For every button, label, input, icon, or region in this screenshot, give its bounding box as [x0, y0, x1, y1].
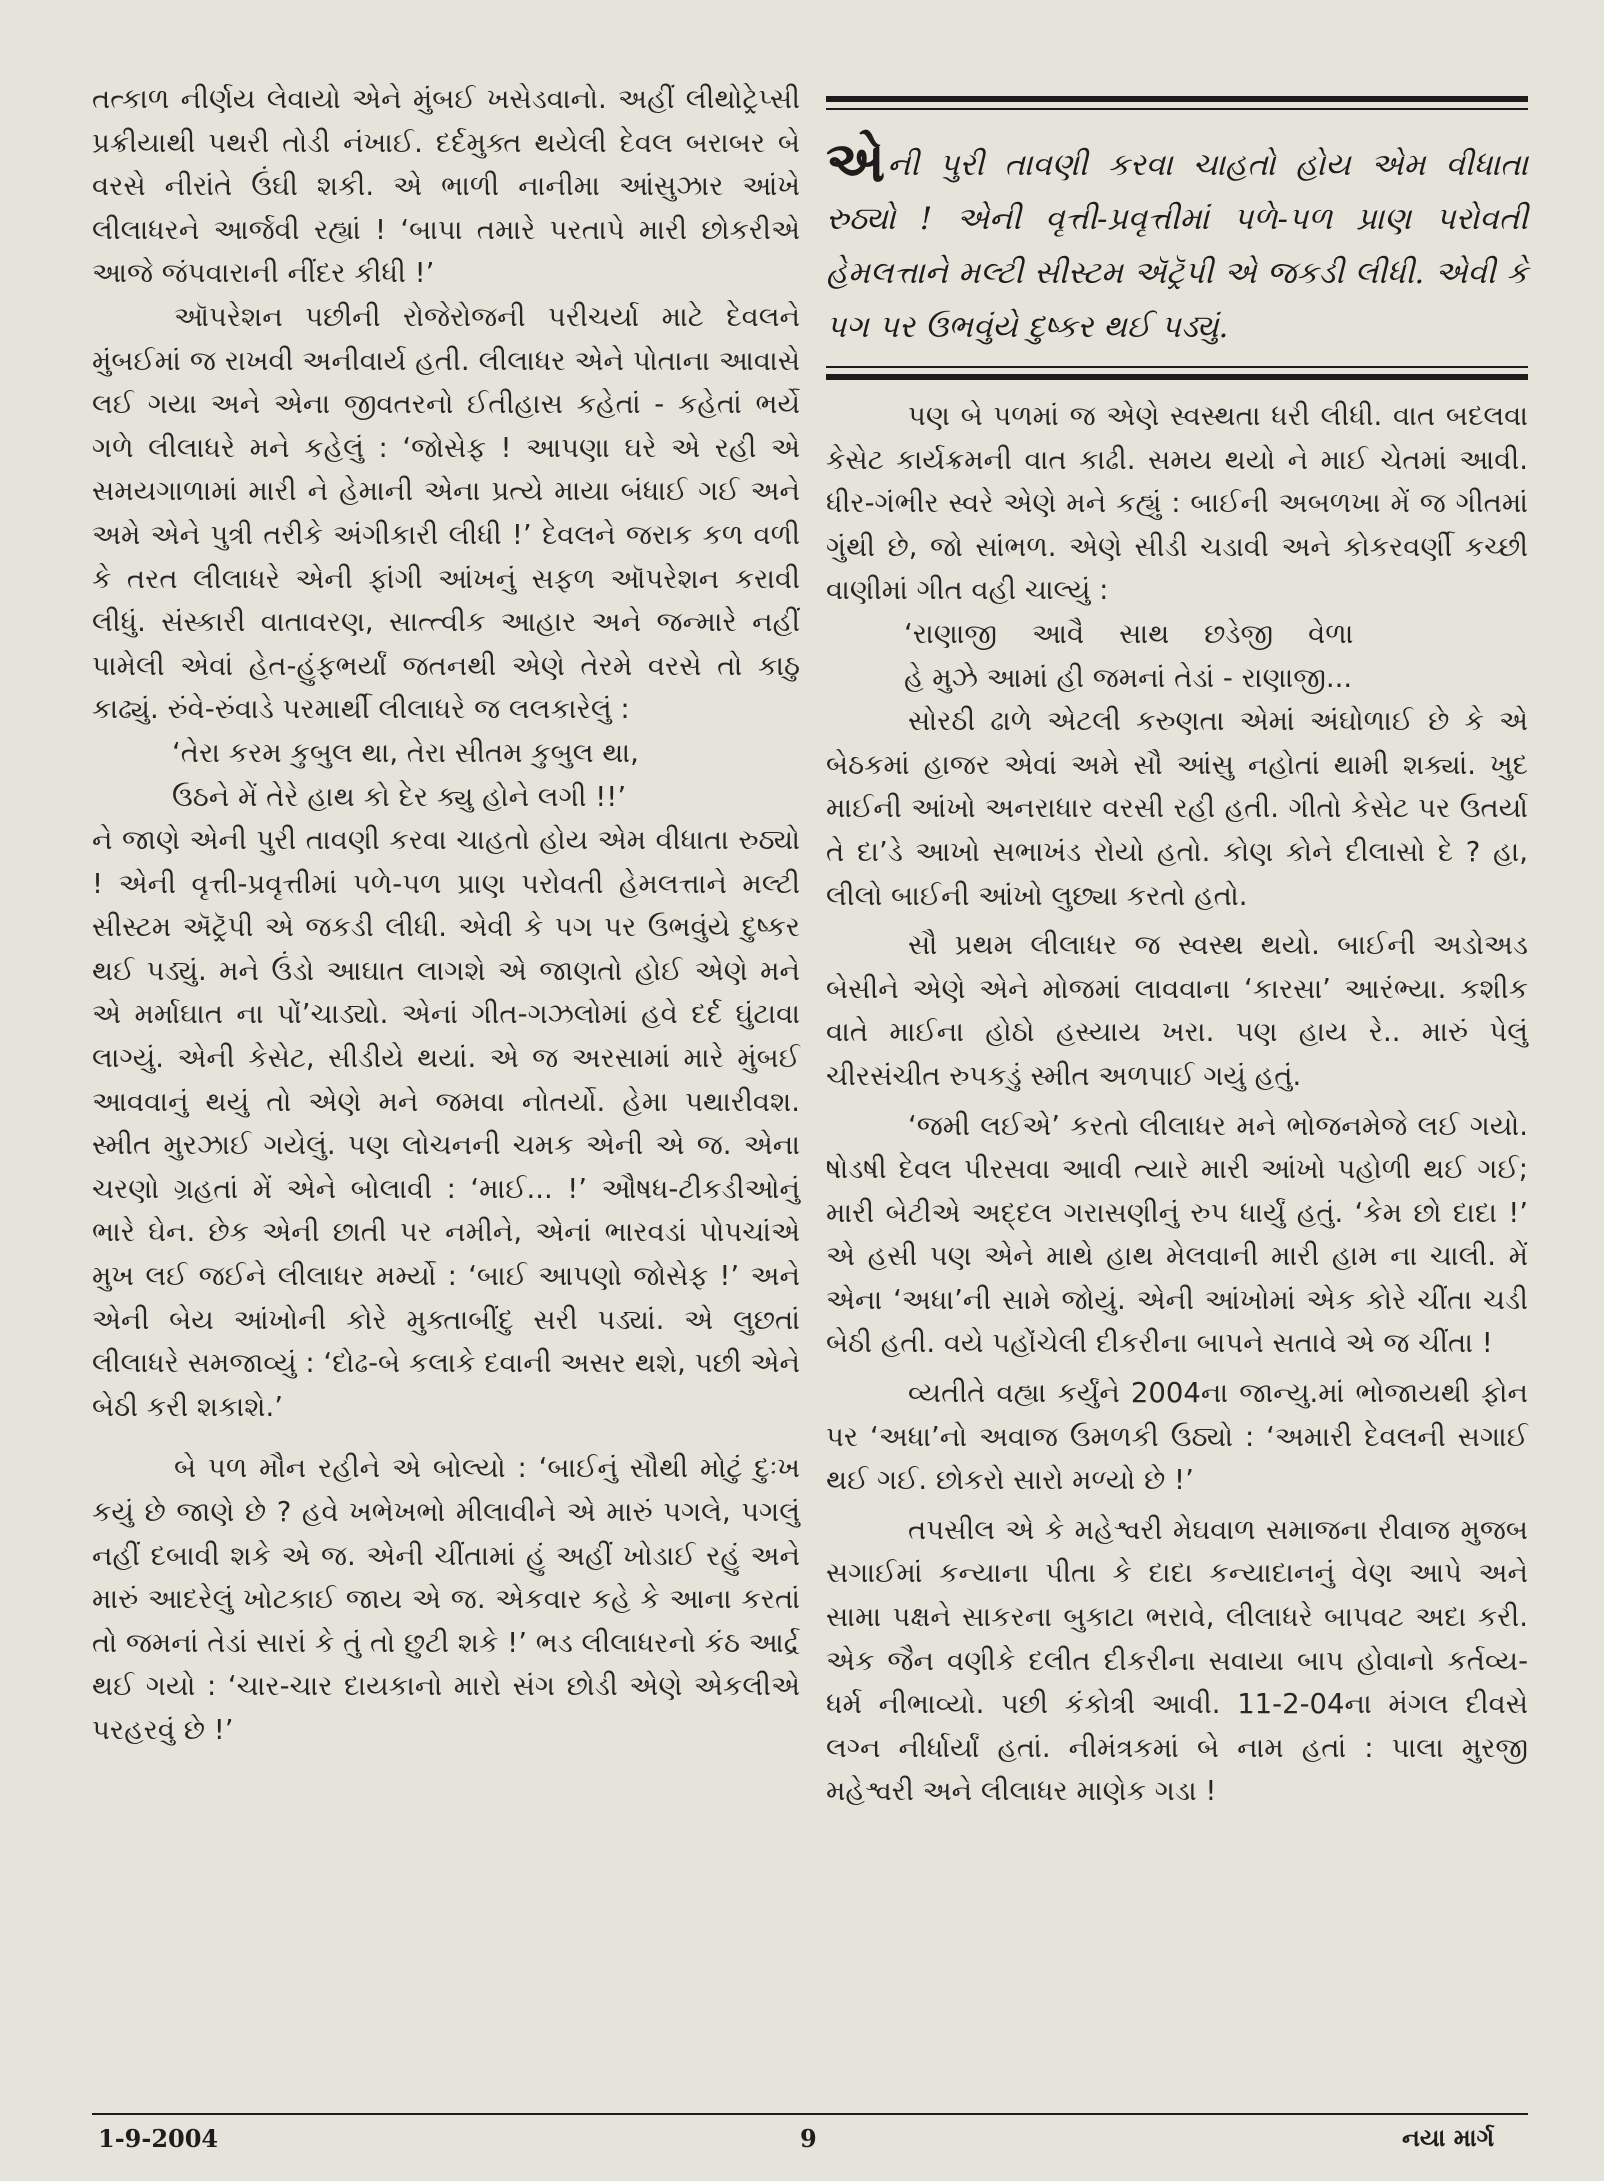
- pullquote-bottom-rule: [826, 374, 1528, 380]
- right-paragraph-3: સૌ પ્રથમ લીલાધર જ સ્વસ્થ થયો. બાઈની અડોઅડ બેસીને એણે એને મોજમાં લાવવાના ‘કારસા’ આરંભ્યા. કશીક વાતે માઈના હોઠો હસ્યાય ખરા. પણ હાય રે.. મારું પેલું ચીરસંચીત રુપકડું સ્મીત અળપાઈ ગયું હતું.: [826, 929, 1528, 1092]
- pullquote-dropcap: એ: [826, 129, 886, 195]
- magazine-name: નયા માર્ગ: [1402, 2124, 1495, 2152]
- footer-rule: [92, 2113, 1528, 2115]
- song-line-1: ‘રાણાજી આવૈ સાથ છડેજી વેળા: [904, 617, 1354, 650]
- left-paragraph-3: ને જાણે એની પુરી તાવણી કરવા ચાહતો હોય એમ વીધાતા રુઠ્યો ! એની વૃત્તી-પ્રવૃત્તીમાં પળે-પળ પ્રાણ પરોવતી હેમલત્તાને મલ્ટી સીસ્ટમ ઍટ્રૅપી એ જકડી લીધી. એવી કે પગ પર ઉભવુંયે દુષ્કર થઈ પડ્યું. મને ઉંડો આઘાત લાગશે એ જાણતો હોઈ એણે મને એ મર્માઘાત ના પોં’ચાડ્યો. એનાં ગીત-ગઝલોમાં હવે દર્દ ઘુંટાવા લાગ્યું. એની કેસેટ, સીડીયે થયાં. એ જ અરસામાં મારે મુંબઈ આવવાનું થયું તો એણે મને જમવા નોતર્યો. હેમા પથારીવશ. સ્મીત મુરઝાઈ ગયેલું. પણ લોચનની ચમક એની એ જ. એના ચરણો ગ્રહતાં મેં એને બોલાવી : ‘માઈ... !’ ઔષધ-ટીકડીઓનું ભારે ઘેન. છેક એની છાતી પર નમીને, એનાં ભારવડાં પોપચાંએ મુખ લઈ જઈને લીલાધર મર્મ્યો : ‘બાઈ આપણો જોસેફ !’ અને એની બેય આંખોની કોરે મુક્તાબીંદુ સરી પડ્યાં. એ લુછતાં લીલાધરે સમજાવ્યું : ‘દોઢ-બે કલાકે દવાની અસર થશે, પછી એને બેઠી કરી શકાશે.’: [92, 824, 800, 1423]
- right-paragraph-2: સોરઠી ઢાળે એટલી કરુણતા એમાં અંઘોળાઈ છે કે એ બેઠકમાં હાજર એવાં અમે સૌ આંસુ નહોતાં થામી શક્યાં. ખુદ માઈની આંખો અનરાધાર વરસી રહી હતી. ગીતો કેસેટ પર ઉતર્યા તે દા’ડે આખો સભાખંડ રોયો હતો. કોણ કોને દીલાસો દે ? હા, લીલો બાઈની આંખો લુછ્યા કરતો હતો.: [826, 705, 1528, 912]
- left-paragraph-2: ઑપરેશન પછીની રોજેરોજની પરીચર્યા માટે દેવલને મુંબઈમાં જ રાખવી અનીવાર્ય હતી. લીલાધર એને પોતાના આવાસે લઈ ગયા અને એના જીવતરનો ઈતીહાસ કહેતાં - કહેતાં ભર્યે ગળે લીલાધરે મને કહેલું : ‘જોસેફ ! આપણા ઘરે એ રહી એ સમયગાળામાં મારી ને હેમાની એના પ્રત્યે માયા બંધાઈ ગઈ અને અમે એને પુત્રી તરીકે અંગીકારી લીધી !’ દેવલને જરાક કળ વળી કે તરત લીલાધરે એની ફાંગી આંખનું સફળ ઑપરેશન કરાવી લીધું. સંસ્કારી વાતાવરણ, સાત્ત્વીક આહાર અને જન્મારે નહીં પામેલી એવાં હેત-હુંફભર્યાં જતનથી એણે તેરમે વરસે તો કાઠુ કાઢ્યું. રુંવે-રુંવાડે પરમાર્થી લીલાધરે જ લલકારેલું :: [92, 300, 800, 726]
- issue-date: 1-9-2004: [98, 2124, 219, 2153]
- right-column: [826, 395, 1528, 1814]
- pullquote-bottom-thin-rule: [826, 366, 1528, 368]
- right-paragraph-4: ‘જમી લઈએ’ કરતો લીલાધર મને ભોજનમેજે લઈ ગયો. ષોડષી દેવલ પીરસવા આવી ત્યારે મારી આંખો પહોળી થઈ ગઈ; મારી બેટીએ અદ્દલ ગરાસણીનું રુપ ધાર્યું હતું. ‘કેમ છો દાદા !’ એ હસી પણ એને માથે હાથ મેલવાની મારી હામ ના ચાલી. મેં એના ‘અધા’ની સામે જોયું. એની આંખોમાં એક કોરે ચીંતા ચડી બેઠી હતી. વયે પહોંચેલી દીકરીના બાપને સતાવે એ જ ચીંતા !: [826, 1109, 1528, 1360]
- poem-line-2: ઉઠને મેં તેરે હાથ કો દેર ક્યુ હોને લગી !!’: [172, 780, 627, 813]
- pullquote-top-rule: [826, 96, 1528, 102]
- page-number: 9: [800, 2124, 817, 2153]
- left-column: [92, 78, 800, 1753]
- poem-couplet: [92, 732, 800, 819]
- poem-line-1: ‘તેરા કરમ કુબુલ થા, તેરા સીતમ કુબુલ થા,: [172, 736, 639, 769]
- song-line-2: હે મુઝે આમાં હી જમનાં તેડાં - રાણાજી...: [904, 661, 1353, 694]
- right-paragraph-1: પણ બે પળમાં જ એણે સ્વસ્થતા ધરી લીધી. વાત બદલવા કેસેટ કાર્યક્રમની વાત કાઢી. સમય થયો ને માઈ ચેતમાં આવી. ધીર-ગંભીર સ્વરે એણે મને કહ્યું : બાઈની અબળખા મેં જ ગીતમાં ગુંથી છે, જો સાંભળ. એણે સીડી ચડાવી અને કોકરવર્ણી કચ્છી વાણીમાં ગીત વહી ચાલ્યું :: [826, 400, 1528, 607]
- right-paragraph-6: તપસીલ એ કે મહેશ્વરી મેઘવાળ સમાજના રીવાજ મુજબ સગાઈમાં કન્યાના પીતા કે દાદા કન્યાદાનનું વેણ આપે અને સામા પક્ષને સાકરના બુકાટા ભરાવે, લીલાધરે બાપવટ અદા કરી. એક જૈન વણીકે દલીત દીકરીના સવાયા બાપ હોવાનો કર્તવ્ય-ધર્મ નીભાવ્યો. પછી કંકોત્રી આવી. 11-2-04ના મંગલ દીવસે લગ્ન નીર્ધાર્યાં હતાં. નીમંત્રકમાં બે નામ હતાં : પાલા મુરજી મહેશ્વરી અને લીલાધર માણેક ગડા !: [826, 1513, 1528, 1808]
- right-paragraph-5: વ્યતીતે વહ્યા કર્યુંને 2004ના જાન્યુ.માં ભોજાયથી ફોન પર ‘અધા’નો અવાજ ઉમળકી ઉઠ્યો : ‘અમારી દેવલની સગાઈ થઈ ગઈ. છોકરો સારો મળ્યો છે !’: [826, 1377, 1528, 1497]
- left-paragraph-4: બે પળ મૌન રહીને એ બોલ્યો : ‘બાઈનું સૌથી મોટું દુઃખ કયું છે જાણે છે ? હવે ખભેખભો મીલાવીને એ મારું પગલે, પગલું નહીં દબાવી શકે એ જ. એની ચીંતામાં હું અહીં ખોડાઈ રહું અને મારું આદરેલું ખોટકાઈ જાય એ જ. એકવાર કહે કે આના કરતાં તો જમનાં તેડાં સારાં કે તું તો છુટી શકે !’ ભડ લીલાધરનો કંઠ આર્દ્ર થઈ ગયો : ‘ચાર-ચાર દાયકાનો મારો સંગ છોડી એણે એકલીએ પરહરવું છે !’: [92, 1452, 800, 1746]
- pullquote-text: ની પુરી તાવણી કરવા ચાહતો હોય એમ વીધાતા રુઠ્યો ! એની વૃત્તી-પ્રવૃત્તીમાં પળે-પળ પ્રાણ પરોવતી હેમલત્તાને મલ્ટી સીસ્ટમ ઍટ્રૅપી એ જકડી લીધી. એવી કે પગ પર ઉભવુંયે દુષ્કર થઈ પડ્યું.: [826, 147, 1528, 345]
- left-paragraph-1: તત્કાળ નીર્ણય લેવાયો એને મુંબઈ ખસેડવાનો. અહીં લીથોટ્રેપ્સી પ્રક્રીયાથી પથરી તોડી નંખાઈ. દર્દમુક્ત થયેલી દેવલ બરાબર બે વરસે નીરાંતે ઉંઘી શકી. એ ભાળી નાનીમા આંસુઝાર આંખે લીલાધરને આર્જવી રહ્યાં ! ‘બાપા તમારે પરતાપે મારી છોકરીએ આજે જંપવારાની નીંદર કીધી !’: [92, 83, 800, 290]
- pullquote-top-thin-rule: [826, 108, 1528, 110]
- song-lines: [826, 613, 1528, 700]
- pullquote: [826, 129, 1528, 354]
